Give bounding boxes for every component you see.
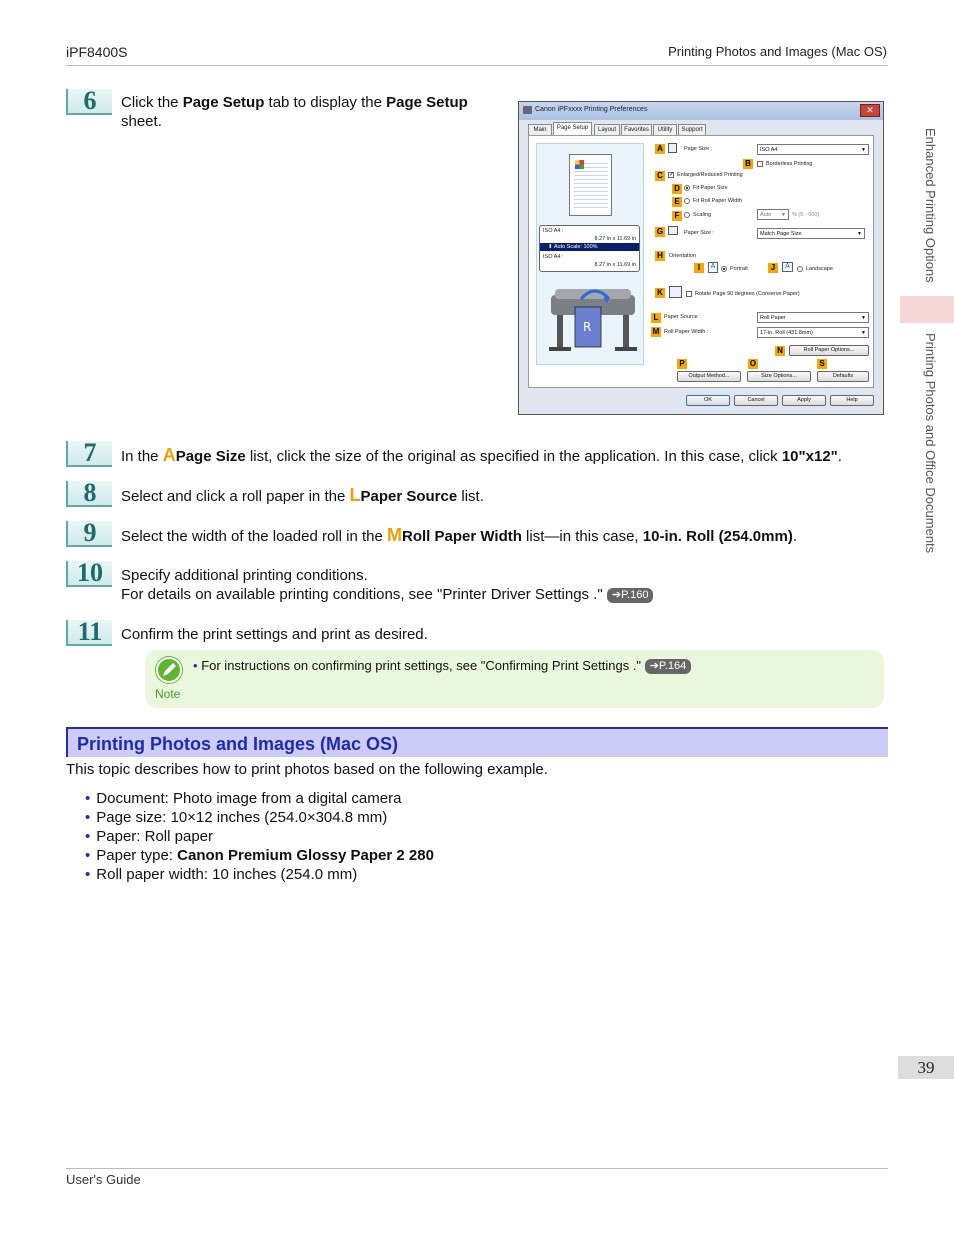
fit-roll-radio[interactable]	[684, 198, 690, 204]
roll-width-label: Roll Paper Width :	[664, 329, 709, 335]
step-number: 10	[66, 561, 112, 587]
tab-page-setup[interactable]: Page Setup	[553, 122, 592, 136]
fit-paper-radio[interactable]	[684, 185, 690, 191]
callout-l: L	[651, 313, 661, 323]
cancel-button[interactable]: Cancel	[734, 395, 778, 406]
note-label: Note	[155, 687, 181, 701]
scaling-range: % (5 - 600)	[792, 212, 820, 218]
footer-rule	[66, 1168, 888, 1169]
tab-support[interactable]: Support	[678, 124, 706, 136]
tab-layout[interactable]: Layout	[594, 124, 620, 136]
page-size-select[interactable]: ISO A4 ▼	[757, 144, 869, 155]
landscape-label: Landscape	[806, 266, 833, 272]
orientation-label: Orientation	[669, 253, 696, 259]
rotate-checkbox[interactable]	[686, 291, 692, 297]
size-options-button[interactable]: Size Options...	[747, 371, 811, 382]
step-number: 8	[66, 481, 112, 507]
borderless-label: Borderless Printing	[766, 161, 813, 167]
step-number: 6	[66, 89, 112, 115]
roll-width-select[interactable]: 17-in. Roll (431.8mm) ▼	[757, 327, 869, 338]
side-tab-active-marker	[900, 296, 954, 323]
step-number: 7	[66, 441, 112, 467]
callout-i: I	[694, 263, 704, 273]
rotate-icon	[669, 286, 682, 298]
header-rule	[66, 65, 888, 66]
paper-size-label: Paper Size :	[684, 230, 714, 236]
section-heading	[66, 727, 888, 757]
image-icon	[575, 160, 584, 169]
list-item: • Page size: 10×12 inches (254.0×304.8 mm)	[85, 808, 387, 827]
list-item: • Paper: Roll paper	[85, 827, 213, 846]
ok-button[interactable]: OK	[686, 395, 730, 406]
side-tab-enhanced[interactable]: Enhanced Printing Options	[923, 128, 938, 283]
paper-size-icon	[668, 226, 678, 235]
step-6-text: Click the Page Setup tab to display the Page Setup sheet.	[121, 94, 468, 130]
callout-e: E	[672, 197, 682, 207]
scaling-label: Scaling	[693, 212, 712, 218]
fit-paper-label: Fit Paper Size	[693, 185, 728, 191]
header-model: iPF8400S	[66, 44, 128, 60]
step-11-text: Confirm the print settings and print as desired.	[121, 626, 428, 643]
page-setup-dialog	[518, 101, 884, 415]
callout-o: O	[749, 359, 757, 368]
defaults-button[interactable]: Defaults	[817, 371, 869, 382]
portrait-label: Portrait	[730, 266, 748, 272]
borderless-checkbox[interactable]	[757, 161, 763, 167]
help-button[interactable]: Help	[830, 395, 874, 406]
callout-h: H	[655, 251, 665, 261]
rotate-label: Rotate Page 90 degrees (Conserve Paper)	[695, 291, 800, 297]
enlarged-label: Enlarged/Reduced Printing	[677, 172, 743, 178]
callout-f: F	[672, 211, 682, 221]
section-title: Printing Photos and Images (Mac OS)	[77, 734, 399, 754]
portrait-radio[interactable]	[721, 266, 727, 272]
step-number: 9	[66, 521, 112, 547]
callout-n: N	[775, 346, 785, 356]
step-8-text: Select and click a roll paper in the LPaper Source list.	[121, 485, 484, 505]
callout-p: P	[677, 359, 687, 369]
apply-button[interactable]: Apply	[782, 395, 826, 406]
output-method-button[interactable]: Output Method...	[677, 371, 741, 382]
page-preview	[569, 154, 612, 216]
scaling-radio[interactable]	[684, 212, 690, 218]
landscape-icon: A	[782, 262, 793, 272]
callout-c: C	[655, 171, 665, 181]
portrait-icon: A	[708, 262, 718, 273]
callout-b: B	[743, 159, 753, 169]
paper-size-select[interactable]: Match Page Size ▼	[757, 228, 865, 239]
enlarged-checkbox[interactable]: ✓	[669, 172, 675, 178]
page-number: 39	[898, 1056, 954, 1079]
header-chapter: Printing Photos and Images (Mac OS)	[668, 44, 887, 59]
close-icon[interactable]: ✕	[860, 104, 880, 117]
paper-source-select[interactable]: Roll Paper ▼	[757, 312, 869, 323]
svg-text:R: R	[583, 320, 592, 334]
dialog-titlebar	[519, 102, 883, 120]
side-tab-printing-docs[interactable]: Printing Photos and Office Documents	[923, 333, 938, 554]
section-intro: This topic describes how to print photos based on the following example.	[66, 761, 548, 778]
callout-s: S	[817, 359, 827, 369]
footer-title: User's Guide	[66, 1172, 141, 1187]
note-text: • For instructions on confirming print settings, see "Confirming Print Settings ." ➔P.164	[193, 658, 691, 674]
callout-d: D	[672, 184, 682, 194]
note-box	[145, 650, 884, 708]
paper-source-label: Paper Source :	[664, 314, 701, 320]
scaling-spinner[interactable]: Auto ▼	[757, 209, 789, 220]
list-item: • Document: Photo image from a digital camera	[85, 789, 401, 808]
paper-info-box: ISO A4 : 8.27 in x 11.69 in ⬇ Auto Scale: 100% ISO A4 : 8.27 in x 11.69 in	[539, 225, 640, 272]
tab-utility[interactable]: Utility	[653, 124, 677, 136]
printer-icon	[523, 106, 532, 114]
step-7-text: In the APage Size list, click the size of the original as specified in the application. In this case, click 10"x12".	[121, 445, 842, 465]
step-10-text: Specify additional printing conditions. For details on available printing conditions, see "Printer Driver Settings ." ➔P.160	[121, 566, 653, 604]
roll-options-button[interactable]: Roll Paper Options...	[789, 345, 869, 356]
page-ref-link[interactable]: ➔P.160	[607, 588, 654, 603]
arrow-down-icon: ⬇	[548, 244, 554, 250]
list-item: • Paper type: Canon Premium Glossy Paper 2 280	[85, 846, 434, 865]
pencil-icon	[156, 657, 182, 683]
step-9-text: Select the width of the loaded roll in the MRoll Paper Width list—in this case, 10-in. Roll (254.0mm).	[121, 525, 797, 545]
callout-j: J	[768, 263, 778, 273]
preview-pane	[536, 143, 644, 365]
callout-a: A	[655, 144, 665, 154]
list-item: • Roll paper width: 10 inches (254.0 mm)	[85, 865, 357, 884]
step-number: 11	[66, 620, 112, 646]
callout-g: G	[656, 227, 664, 236]
page-setup-panel	[528, 135, 874, 388]
tab-main[interactable]: Main	[528, 124, 552, 136]
scale-bar: ⬇ Auto Scale: 100%	[540, 243, 639, 251]
printer-illustration-icon	[545, 281, 640, 361]
fit-roll-label: Fit Roll Paper Width	[693, 198, 742, 204]
callout-k: K	[655, 288, 665, 298]
tab-favorites[interactable]: Favorites	[621, 124, 652, 136]
page-icon	[668, 143, 677, 153]
page-size-label: Page Size :	[684, 146, 713, 152]
dialog-title: Canon iPFxxxx Printing Preferences	[535, 106, 648, 113]
callout-m: M	[652, 327, 660, 336]
landscape-radio[interactable]	[797, 266, 803, 272]
page-ref-link[interactable]: ➔P.164	[645, 659, 692, 674]
